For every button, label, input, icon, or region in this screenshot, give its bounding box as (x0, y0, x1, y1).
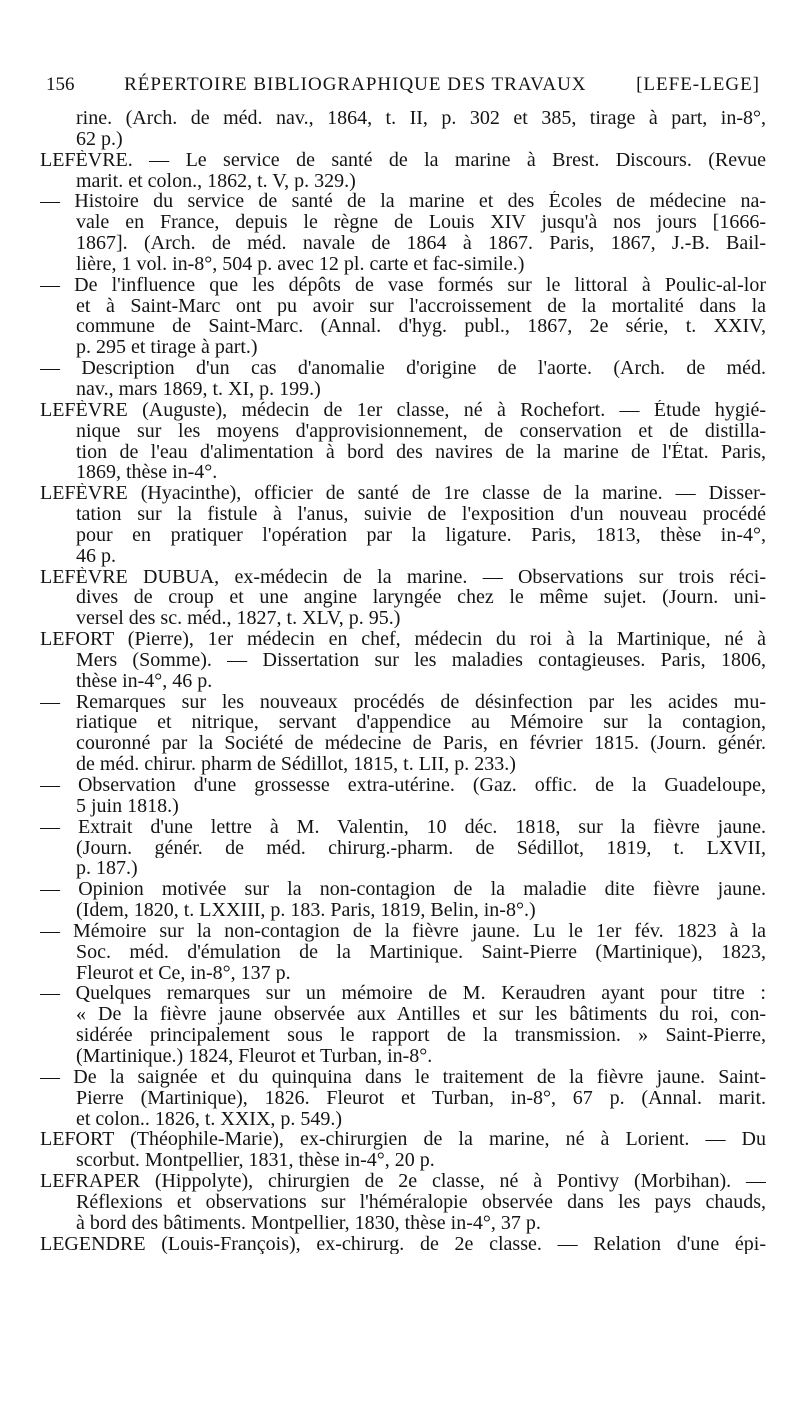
text-line: à bord des bâtiments. Montpellier, 1830, thèse in-4°, 37 p. (76, 1212, 541, 1234)
text-line: riatique et nitrique, servant d'appendice au Mémoire sur la contagion, (76, 712, 766, 734)
text-line: nique sur les moyens d'approvisionnement, de conservation et de distilla- (76, 420, 766, 442)
text-line: couronné par la Société de médecine de Paris, en février 1815. (Journ. génér. (76, 733, 766, 755)
text-line: 1869, thèse in-4°. (76, 462, 218, 484)
entry-line-start: LEFORT (Pierre), 1er médecin en chef, médecin du roi à la Martinique, né à (40, 629, 766, 650)
entry-line-start: LEFÈVRE DUBUA, ex-médecin de la marine. — Observations sur trois réci- (40, 566, 766, 588)
text-line: Pierre (Martinique), 1826. Fleurot et Turban, in-8°, 67 p. (Annal. marit. (76, 1087, 766, 1109)
text-line: pour en pratiquer l'opération par la ligature. Paris, 1813, thèse in-4°, (76, 524, 766, 546)
text-line: p. 187.) (76, 858, 138, 880)
entry-line-start: — De l'influence que les dépôts de vase formés sur le littoral à Poulic-al-lor (40, 274, 766, 296)
entry-line-start: LEFRAPER (Hippolyte), chirurgien de 2e classe, né à Pontivy (Morbihan). — (40, 1171, 766, 1192)
text-line: (Idem, 1820, t. LXXIII, p. 183. Paris, 1819, Belin, in-8°.) (76, 900, 536, 921)
entry-line-start: — Remarques sur les nouveaux procédés de désinfection par les acides mu- (40, 691, 766, 713)
entry-line-start: LEGENDRE (Louis-François), ex-chirurg. de 2e classe. — Relation d'une épi- (40, 1233, 766, 1255)
text-line: 1867]. (Arch. de méd. navale de 1864 à 1867. Paris, 1867, J.-B. Bail- (76, 233, 766, 254)
text-line: tation sur la fistule à l'anus, suivie de l'exposition d'un nouveau procédé (76, 504, 766, 525)
text-line: lière, 1 vol. in-8°, 504 p. avec 12 pl. carte et fac-simile.) (76, 253, 525, 275)
entry-line-start: — Extrait d'une lettre à M. Valentin, 10 déc. 1818, sur la fièvre jaune. (40, 816, 766, 838)
text-line: 62 p.) (76, 128, 123, 150)
text-line: vale en France, depuis le règne de Louis XIV jusqu'à nos jours [1666- (76, 212, 766, 234)
entry-line-start: — Quelques remarques sur un mémoire de M. Keraudren ayant pour titre : (40, 983, 766, 1005)
text-line: marit. et colon., 1862, t. V, p. 329.) (76, 170, 356, 192)
text-line: 46 p. (76, 545, 116, 567)
text-line: et colon.. 1826, t. XXIX, p. 549.) (76, 1108, 343, 1130)
entry-line-start: LEFÈVRE (Hyacinthe), officier de santé de 1re classe de la marine. — Disser- (40, 483, 766, 505)
text-line: Soc. méd. d'émulation de la Martinique. Saint-Pierre (Martinique), 1823, (76, 941, 766, 963)
text-line: tion de l'eau d'alimentation à bord des navires de la marine de l'État. Paris, (76, 441, 766, 463)
entry-line-start: LEFÈVRE. — Le service de santé de la marine à Brest. Discours. (Revue (40, 149, 766, 171)
entry-line-start: — Histoire du service de santé de la marine et des Écoles de médecine na- (40, 191, 766, 213)
text-line: thèse in-4°, 46 p. (76, 670, 213, 692)
text-line: scorbut. Montpellier, 1831, thèse in-4°, 20 p. (76, 1150, 435, 1172)
bibliography-text (40, 108, 766, 1254)
text-line: « De la fièvre jaune observée aux Antilles et sur les bâtiments du roi, con- (76, 1004, 766, 1026)
text-line: (Journ. génér. de méd. chirurg.-pharm. de Sédillot, 1819, t. LXVII, (76, 837, 766, 859)
text-line: et à Saint-Marc ont pu avoir sur l'accroissement de la mortalité dans la (76, 295, 766, 317)
entry-line-start: — De la saignée et du quinquina dans le traitement de la fièvre jaune. Saint- (40, 1066, 766, 1088)
running-title: RÉPERTOIRE BIBLIOGRAPHIQUE DES TRAVAUX (124, 74, 587, 95)
text-line: p. 295 et tirage à part.) (76, 337, 258, 359)
entry-line-start: — Mémoire sur la non-contagion de la fièvre jaune. Lu le 1er fév. 1823 à la (40, 920, 766, 942)
entry-line-start: — Opinion motivée sur la non-contagion de la maladie dite fièvre jaune. (40, 879, 766, 901)
text-line: de méd. chirur. pharm de Sédillot, 1815, t. LII, p. 233.) (76, 754, 516, 775)
entry-line-start: LEFORT (Théophile-Marie), ex-chirurgien de la marine, né à Lorient. — Du (40, 1129, 766, 1151)
page-number: 156 (46, 74, 75, 95)
text-line: dives de croup et une angine laryngée chez le même sujet. (Journ. uni- (76, 587, 766, 609)
text-line: Fleurot et Ce, in-8°, 137 p. (76, 962, 291, 984)
text-line: rine. (Arch. de méd. nav., 1864, t. II, p. 302 et 385, tirage à part, in-8°, (76, 108, 766, 129)
text-line: 5 juin 1818.) (76, 795, 179, 817)
entry-line-start: LEFÈVRE (Auguste), médecin de 1er classe, né à Rochefort. — Étude hygié- (40, 399, 766, 421)
entry-line-start: — Description d'un cas d'anomalie d'origine de l'aorte. (Arch. de méd. (40, 358, 766, 379)
text-line: Réflexions et observations sur l'héméralopie observée dans les pays chauds, (76, 1191, 766, 1213)
text-line: commune de Saint-Marc. (Annal. d'hyg. publ., 1867, 2e série, t. XXIV, (76, 316, 766, 338)
text-line: versel des sc. méd., 1827, t. XLV, p. 95.) (76, 608, 401, 630)
entry-range: [LEFE-LEGE] (636, 74, 760, 95)
text-line: Mers (Somme). — Dissertation sur les maladies contagieuses. Paris, 1806, (76, 649, 766, 671)
text-line: (Martinique.) 1824, Fleurot et Turban, in-8°. (76, 1045, 433, 1067)
running-header (46, 74, 760, 96)
text-line: sidérée principalement sous le rapport de la transmission. » Saint-Pierre, (76, 1025, 766, 1046)
text-line: nav., mars 1869, t. XI, p. 199.) (76, 378, 321, 400)
entry-line-start: — Observation d'une grossesse extra-utérine. (Gaz. offic. de la Guadeloupe, (40, 775, 766, 796)
